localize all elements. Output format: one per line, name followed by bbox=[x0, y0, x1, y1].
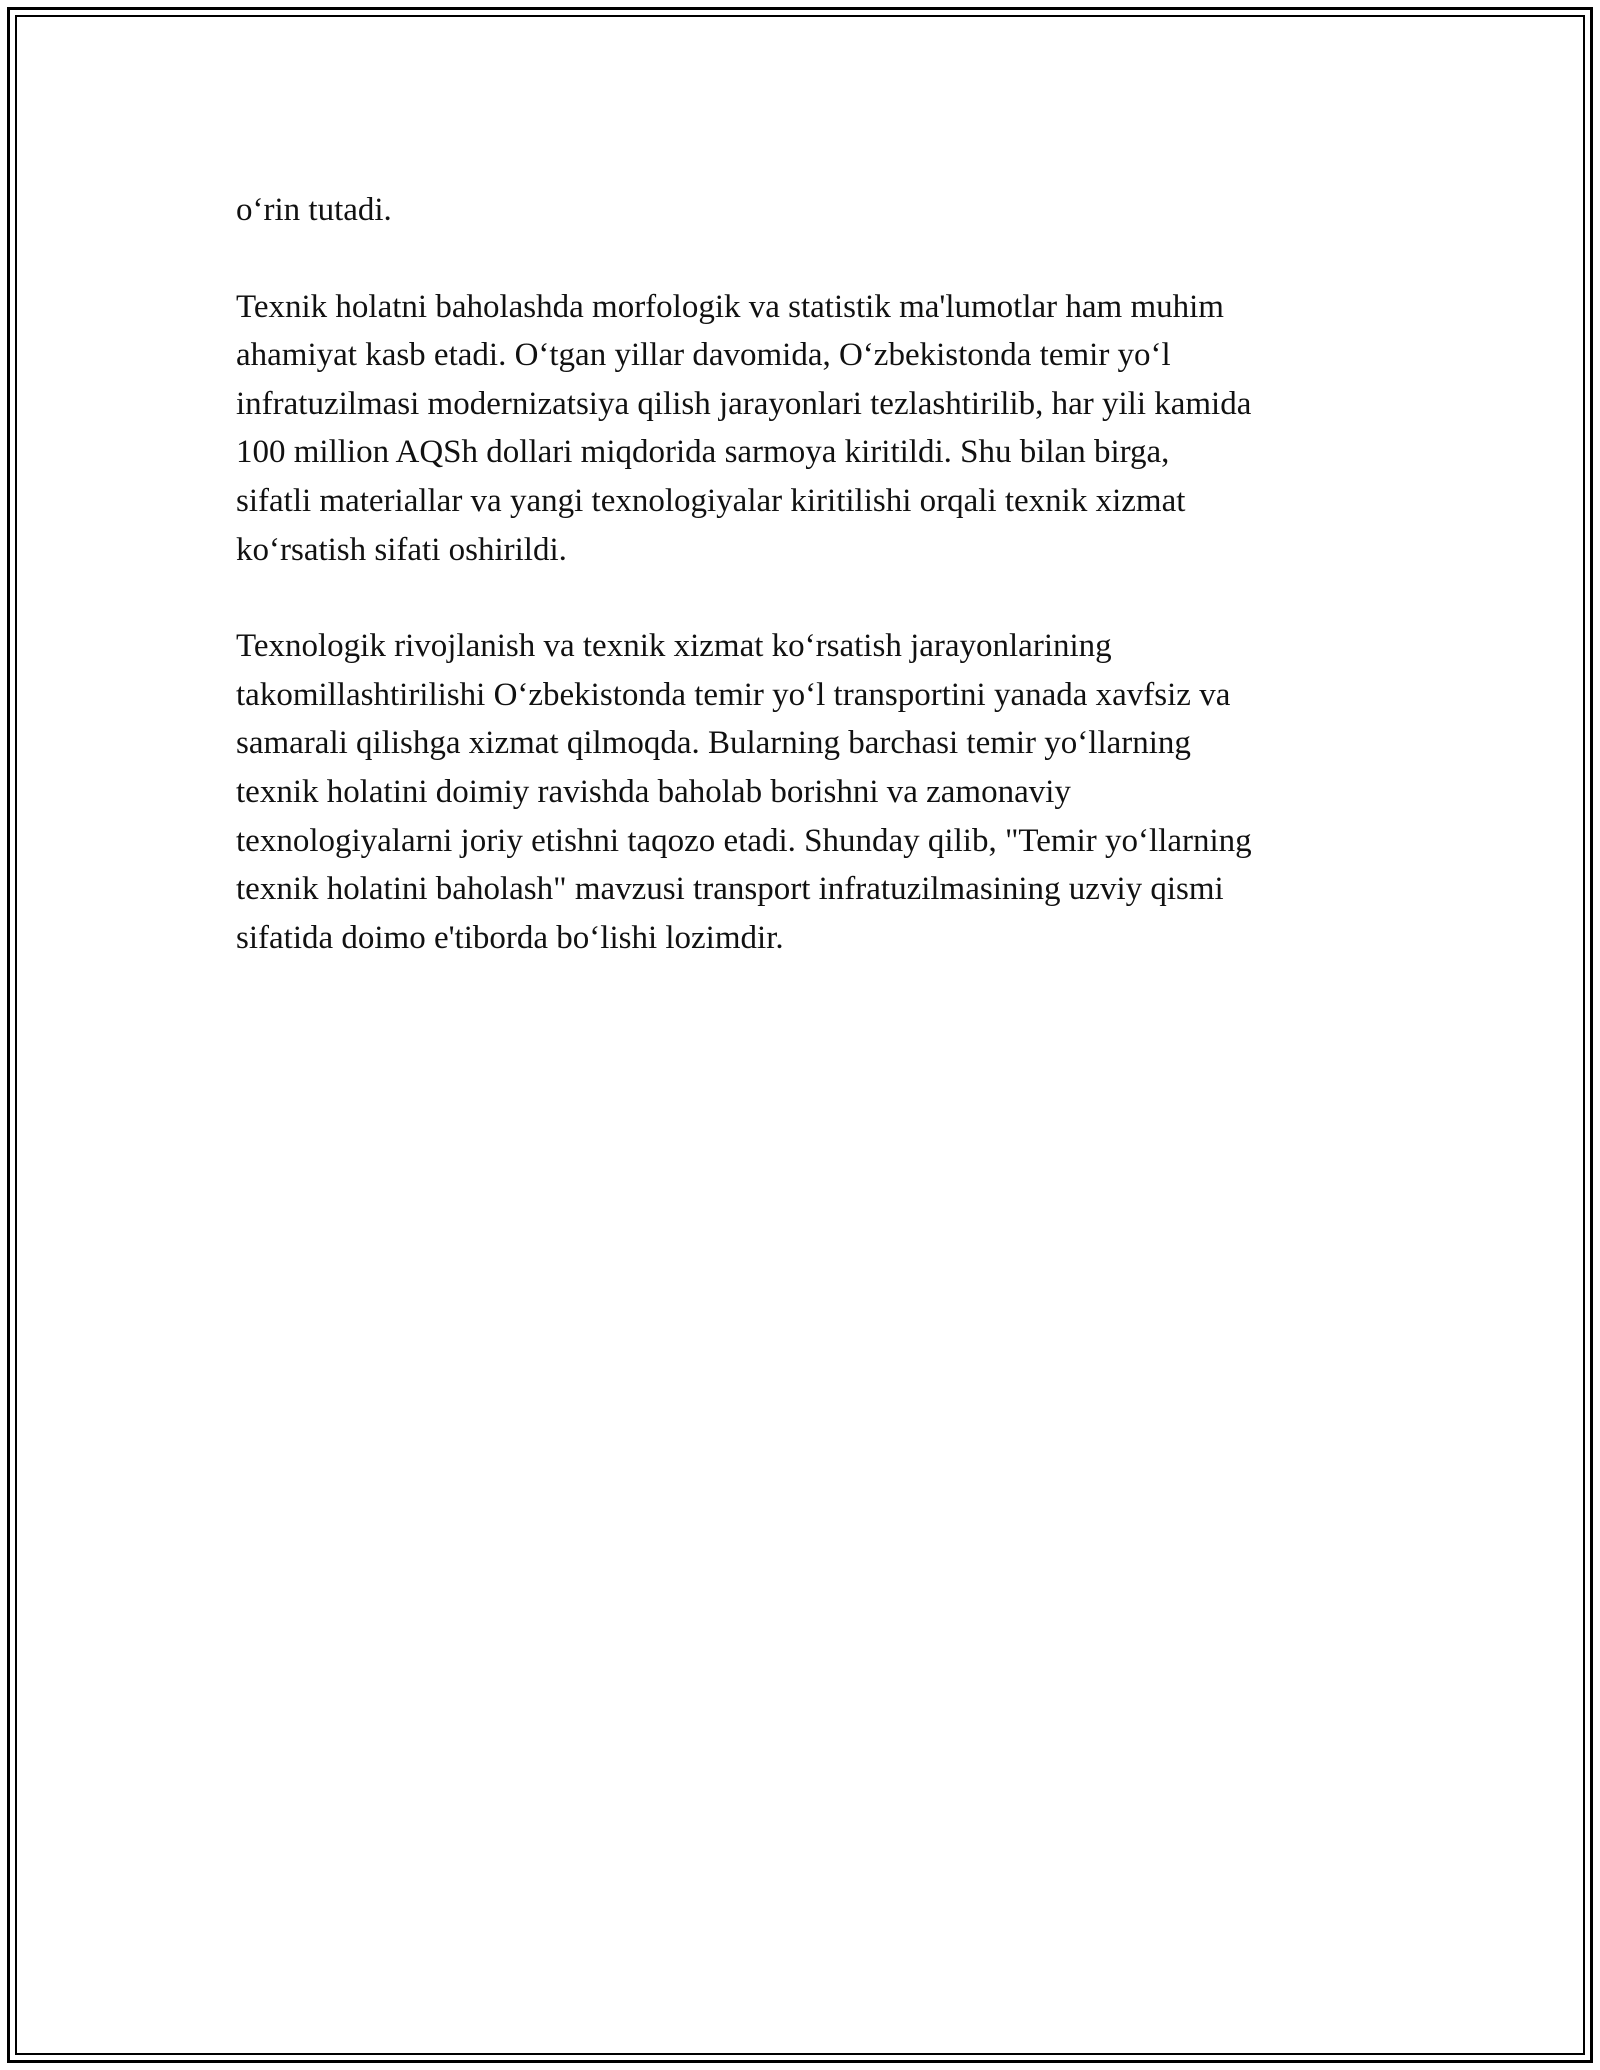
paragraph-technical-assessment: Texnik holatni baholashda morfologik va statistik ma'lumotlar ham muhim ahamiyat kasb etadi. O‘tgan yillar davomida, O‘zbekistonda temir yo‘l infratuzilmasi modernizatsiya qilish jarayonlari tezlashtirilib, har yili kamida 100 million AQSh dollari miqdorida sarmoya kiritildi. Shu bilan birga, sifatli materiallar va yangi texnologiyalar kiritilishi orqali texnik xizmat ko‘rsatish sifati oshirildi. bbox=[236, 288, 1252, 568]
paragraph-technological-development: Texnologik rivojlanish va texnik xizmat ko‘rsatish jarayonlarining takomillashtirilishi O‘zbekistonda temir yo‘l transportini yanada xavfsiz va samarali qilishga xizmat qilmoqda. Bularning barchasi temir yo‘llarning texnik holatini doimiy ravishda baholab borishni va zamonaviy texnologiyalarni joriy etishni taqozo etadi. Shunday qilib, "Temir yo‘llarning texnik holatini baholash" mavzusi transport infratuzilmasining uzviy qismi sifatida doimo e'tiborda bo‘lishi lozimdir. bbox=[236, 628, 1252, 956]
paragraph-continuation: o‘rin tutadi. bbox=[236, 192, 392, 228]
document-body bbox=[236, 186, 1386, 1010]
